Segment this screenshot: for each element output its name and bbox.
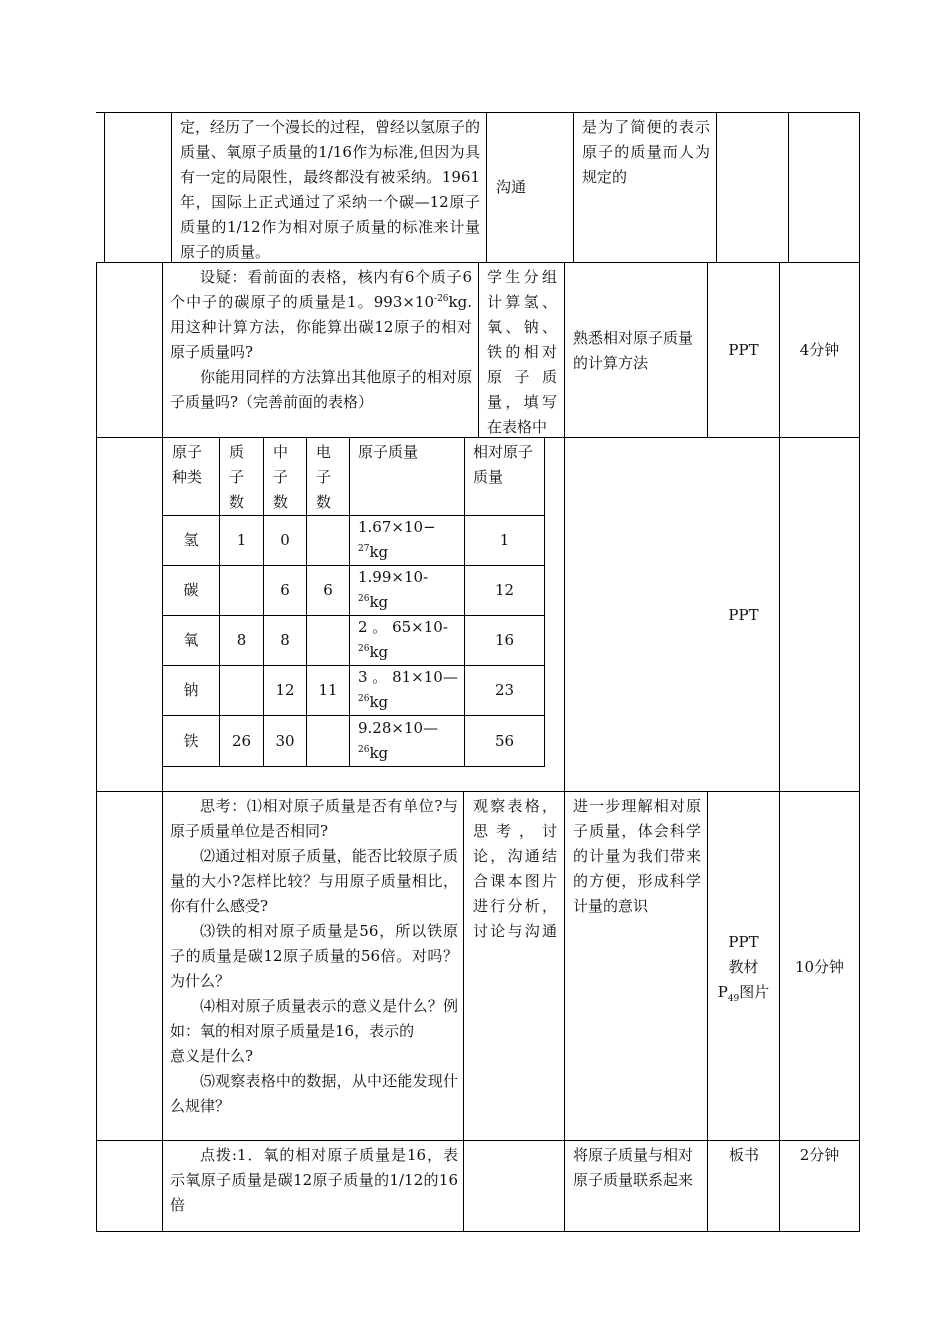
row-5-content: 点拨:1．氧的相对原子质量是16，表示氧原子质量是碳12原子质量的1/12的16倍 <box>170 1146 458 1214</box>
row-2-design-intent: 熟悉相对原子质量的计算方法 <box>573 329 694 372</box>
row-2-question-1: 设疑：看前面的表格，核内有6个质子6个中子的碳原子的质量是1。$993\times 10^{-26}kg$.用这种计算方法，你能算出碳12原子的相对原子质量吗? <box>170 268 472 361</box>
row-5-time: 2分钟 <box>799 1146 840 1164</box>
row-1-student-activity: 沟通 <box>496 178 527 196</box>
atom-table-header-protons: 质子数 <box>229 443 245 511</box>
row-2-content <box>170 265 472 415</box>
row-1-content: 定，经历了一个漫长的过程，曾经以氢原子的质量、氧原子质量的1/16作为标准,但因为具有一定的局限性，最终都没有被采纳。1961年，国际上正式通过了采纳一个碳—12原子质量的1/12作为相对原子质量的标准来计量原子的质量。 <box>180 118 480 261</box>
row-5-design-intent: 将原子质量与相对原子质量联系起来 <box>573 1146 694 1189</box>
row-2-time: 4分钟 <box>799 341 840 359</box>
atom-table-header-neutrons: 中子数 <box>273 443 289 511</box>
atom-table-header-electrons: 电子数 <box>316 443 332 511</box>
row-3-media: PPT <box>728 606 759 624</box>
row-1-design-intent: 是为了简便的表示原子的质量而人为规定的 <box>582 118 710 186</box>
atom-table-header-type: 原子种类 <box>172 443 203 486</box>
row-4-time: 10分钟 <box>794 958 845 976</box>
row-4-student-activity: 观察表格，思考，讨论，沟通结合课本图片进行分析，讨论与沟通 <box>473 797 557 940</box>
row-4-content: 思考：⑴相对原子质量是否有单位?与原子质量单位是否相同? ⑵通过相对原子质量，能否比较原子质量的大小?怎样比较？与用原子质量相比，你有什么感受? ⑶铁的相对原子质量是56，所以铁原子的质量是碳12原子质量的56倍。对吗？为什么？ ⑷相对原子质量表示的意义是什么？例如：氧的相对原子质量是16，表示的 意义是什么? ⑸观察表格中的数据，从中还能发现什么规律？ <box>170 797 458 1115</box>
atom-table-header-mass: 原子质量 <box>358 443 419 461</box>
row-2-student-activity: 学生分组计算氢、氧、钠、铁的相对原子质量，填写在表格中 <box>487 268 557 436</box>
lesson-plan-page: 定，经历了一个漫长的过程，曾经以氢原子的质量、氧原子质量的1/16作为标准,但因为具有一定的局限性，最终都没有被采纳。1961年，国际上正式通过了采纳一个碳—12原子质量的1/12作为相对原子质量的标准来计量原子的质量。 沟通 是为了简便的表示原子的质量而人为规定的 设疑：看前面的表格，核内有6个质子6个中子的碳原子的质量是1。$993\times 10^{-26}kg$.用这种计算方法，你能算出碳12原子的相对原子质量吗? 你能用同样的方法算出其他原子的相对原子质量吗?（完善前面的表格） 学生分组计算氢、氧、钠、铁的相对原子质量，填写在表格中 熟悉相对原子质量的计算方法 PPT 4分钟 原子种类 质子数 中子数 电子数 原子质量 相对原子质量 氢 1 0 1.67×10− $^{27}$kg 1 碳 6 6 1.99×10- $^{26}$kg 12 氧 8 8 2 。 65×10- $^{26}$kg 16 钠 12 11 3 。 81×10— $^{26}$kg 23 铁 26 30 9.28×10— $^{26}$kg 56 PPT 思考：⑴相对原子质量是否有单位?与原子质量单位是否相同? ⑵通过相对原子质量，能否比较原子质量的大小?怎样比较？与用原子质量相比，你有什么感受? ⑶铁的相对原子质量是56，所以铁原子的质量是碳12原子质量的56倍。对吗？为什么？ ⑷相对原子质量表示的意义是什么？例如：氧的相对原子质量是16，表示的 意义是什么? ⑸观察表格中的数据，从中还能发现什么规律？ 观察表格，思考，讨论，沟通结合课本图片进行分析，讨论与沟通 进一步理解相对原子质量，体会科学的计量为我们带来的方便，形成科学计量的意识 PPT 教材 $P_{49}$图片 10分钟 点拨:1．氧的相对原子质量是16，表示氧原子质量是碳12原子质量的1/12的16倍 将原子质量与相对原子质量联系起来 板书 2分钟 <box>0 0 950 1344</box>
row-4-design-intent: 进一步理解相对原子质量，体会科学的计量为我们带来的方便，形成科学计量的意识 <box>573 797 701 915</box>
row-5-media: 板书 <box>728 1146 759 1164</box>
row-4-media: PPT 教材 $P_{49}$图片 <box>717 933 770 1004</box>
atom-table-header-relative-mass: 相对原子质量 <box>473 443 534 486</box>
row-2-question-2: 你能用同样的方法算出其他原子的相对原子质量吗?（完善前面的表格） <box>170 368 472 411</box>
row-2-media: PPT <box>728 341 759 359</box>
